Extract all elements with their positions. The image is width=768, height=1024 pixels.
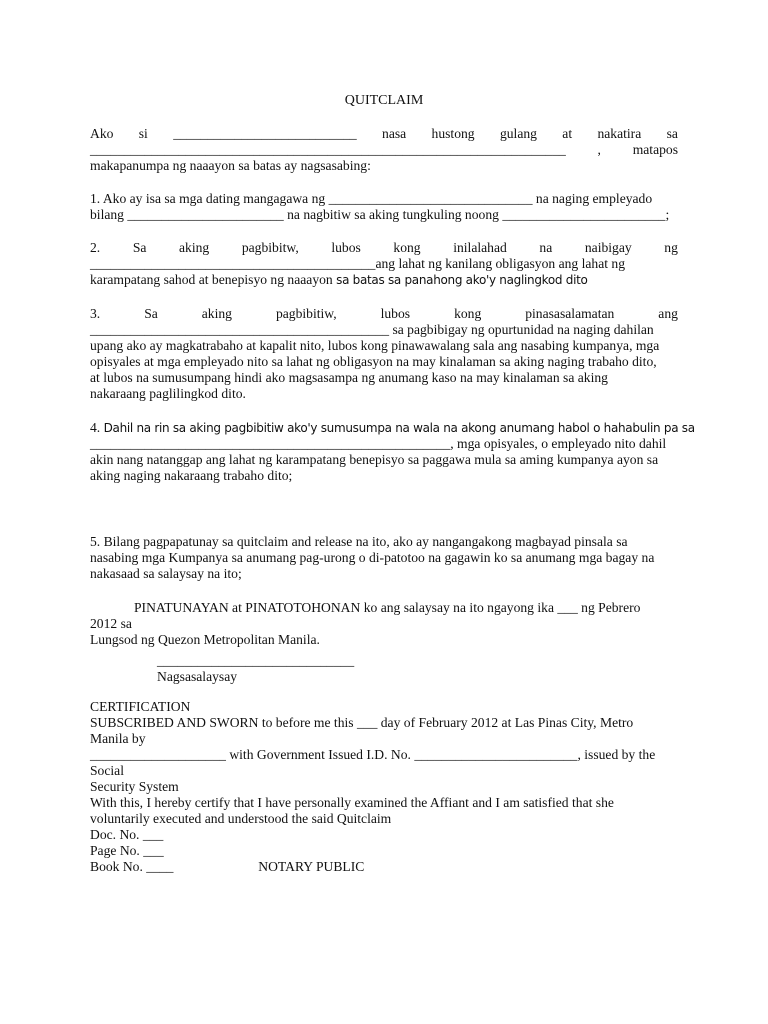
- paragraph-2-line-2: __________________________________________ang lahat ng kanilang obligasyon ang lahat ng: [90, 256, 626, 271]
- word: ,: [597, 142, 601, 157]
- word: ang: [658, 306, 678, 321]
- word: at: [562, 126, 573, 141]
- certification-block: [90, 699, 678, 875]
- text-sans: sa batas sa panahong ako'y naglingkod dito: [336, 273, 588, 287]
- paragraph-1-line-2: bilang _______________________ na nagbitiw sa aking tungkuling noong ________________________;: [90, 207, 670, 222]
- word: sa: [666, 126, 678, 141]
- word: si: [138, 126, 148, 141]
- word: kong: [454, 306, 482, 321]
- paragraph-3-line-5: at lubos na sumusumpang hindi ako magsasampa ng anumang kaso na may kinalaman sa aking: [90, 370, 608, 385]
- paragraph-2-line-3: [90, 272, 678, 288]
- word: hustong: [431, 126, 475, 141]
- certification-line-6: With this, I hereby certify that I have personally examined the Affiant and I am satisfied that she: [90, 795, 614, 810]
- book-line: [90, 859, 678, 875]
- word: lubos: [380, 306, 411, 321]
- notary-public: NOTARY PUBLIC: [258, 859, 365, 874]
- certification-line-2: Manila by: [90, 731, 146, 746]
- intro-line-1: [90, 126, 678, 142]
- paragraph-3-line-3: upang ako ay magkatrabaho at kapalit nito, lubos kong pinawawalang sala ang nasabing kumpanya, mga: [90, 338, 660, 353]
- signature-label: Nagsasalaysay: [157, 669, 238, 684]
- word: naibigay: [584, 240, 632, 255]
- document-title: QUITCLAIM: [344, 93, 424, 108]
- certification-line-3: ____________________ with Government Issued I.D. No. ________________________, issued by the: [90, 747, 656, 762]
- text-serif: 4.: [90, 420, 104, 435]
- paragraph-3-line-6: nakaraang paglilingkod dito.: [90, 386, 246, 401]
- word: na: [539, 240, 553, 255]
- intro-line-2: [90, 142, 678, 158]
- paragraph-3: [90, 306, 678, 402]
- signature-block: [157, 653, 355, 685]
- word: nasa: [382, 126, 407, 141]
- word: nakatira: [597, 126, 642, 141]
- certification-line-7: voluntarily executed and understood the said Quitclaim: [90, 811, 392, 826]
- paragraph-1: [90, 191, 678, 223]
- intro-paragraph: [90, 126, 678, 174]
- paragraph-4-line-1: [90, 420, 695, 436]
- certification-line-5: Security System: [90, 779, 179, 794]
- book-number: Book No. ____: [90, 859, 174, 874]
- word: Sa: [132, 240, 147, 255]
- word: lubos: [331, 240, 361, 255]
- attestation-line-1: PINATUNAYAN at PINATOTOHONAN ko ang salaysay na ito ngayong ika ___ ng Pebrero: [134, 600, 641, 615]
- doc-number: Doc. No. ___: [90, 827, 164, 842]
- paragraph-1-line-1: 1. Ako ay isa sa mga dating mangagawa ng ______________________________ na naging empleyado: [90, 191, 653, 206]
- word: aking: [179, 240, 210, 255]
- paragraph-4-line-3: akin nang natanggap ang lahat ng karampatang benepisyo sa paggawa mula sa aming kumpanya ayon sa: [90, 452, 659, 467]
- name-blank: ___________________________: [173, 126, 357, 141]
- paragraph-3-line-1: [90, 306, 678, 322]
- word: aking: [201, 306, 232, 321]
- paragraph-3-line-2: ____________________________________________ sa pagbibigay ng opurtunidad na naging dahilan: [90, 322, 654, 337]
- paragraph-4: [90, 420, 695, 484]
- paragraph-3-line-4: opisyales at mga empleyado nito sa lahat ng obligasyon na may kinalaman sa aking naging trabaho dito,: [90, 354, 657, 369]
- word: ng: [664, 240, 678, 255]
- paragraph-2: [90, 240, 678, 288]
- text-sans: Dahil na rin sa aking pagbibitiw ako'y sumusumpa na wala na akong anumang habol o hahabulin pa sa: [103, 421, 695, 435]
- paragraph-4-line-2: _____________________________________________________, mga opisyales, o empleyado nito dahil: [90, 436, 667, 451]
- intro-line-3: makapanumpa ng naaayon sa batas ay nagsasabing:: [90, 158, 371, 173]
- attestation: [90, 600, 678, 648]
- certification-line-1: SUBSCRIBED AND SWORN to before me this ___ day of February 2012 at Las Pinas City, Metro: [90, 715, 634, 730]
- word: pagbibitiw,: [275, 306, 337, 321]
- word: inilalahad: [453, 240, 507, 255]
- word: 3.: [90, 306, 101, 321]
- word: 2.: [90, 240, 101, 255]
- paragraph-5: [90, 534, 678, 582]
- word: gulang: [499, 126, 537, 141]
- paragraph-2-line-1: [90, 240, 678, 256]
- certification-line-4: Social: [90, 763, 124, 778]
- word: Sa: [144, 306, 158, 321]
- paragraph-5-line-3: nakasaad sa salaysay na ito;: [90, 566, 242, 581]
- word: Ako: [90, 126, 114, 141]
- attestation-line-2: 2012 sa: [90, 616, 132, 631]
- paragraph-5-line-2: nasabing mga Kumpanya sa anumang pag-urong o di-patotoo na gagawin ko sa anumang mga bagay na: [90, 550, 655, 565]
- word: pagbibitw,: [241, 240, 299, 255]
- word: matapos: [632, 142, 678, 157]
- page-number: Page No. ___: [90, 843, 164, 858]
- attestation-line-3: Lungsod ng Quezon Metropolitan Manila.: [90, 632, 320, 647]
- paragraph-4-line-4: aking naging nakaraang trabaho dito;: [90, 468, 293, 483]
- text-serif: karampatang sahod at benepisyo ng naaayon: [90, 272, 337, 287]
- word: pinasasalamatan: [525, 306, 615, 321]
- address-blank: ______________________________________________________________________: [90, 142, 566, 157]
- signature-line: _____________________________: [157, 653, 355, 668]
- paragraph-5-line-1: 5. Bilang pagpapatunay sa quitclaim and release na ito, ako ay nangangakong magbayad pinsala sa: [90, 534, 628, 549]
- certification-heading: CERTIFICATION: [90, 699, 191, 714]
- word: kong: [393, 240, 421, 255]
